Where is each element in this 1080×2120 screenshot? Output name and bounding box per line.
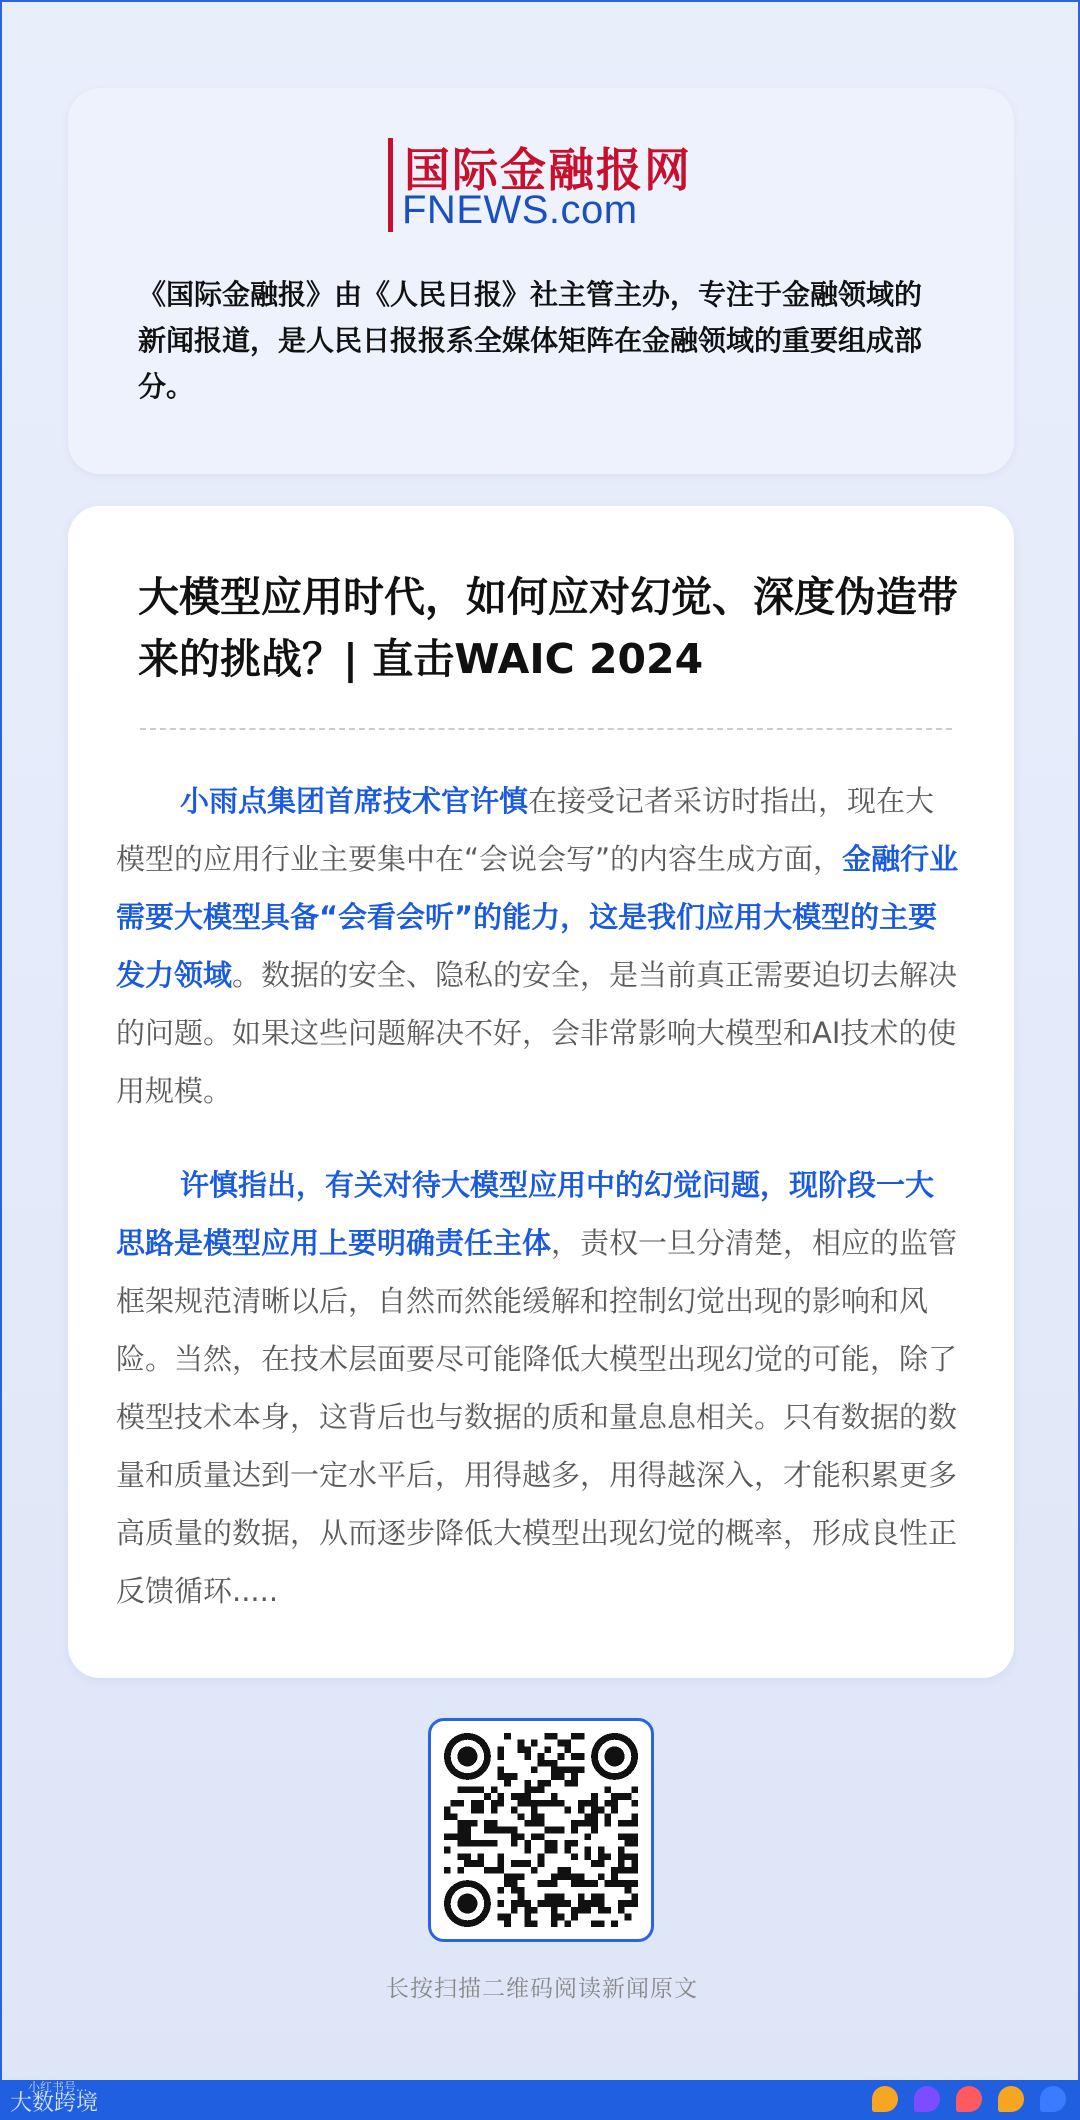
article-paragraph-1 [116,772,962,1120]
paragraph-text: 。数据的安全、隐私的安全，是当前真正需要迫切去解决的问题。如果这些问题解决不好，会非常影响大模型和AI技术的使用规模。 [116,958,958,1108]
fnews-logo [388,134,708,234]
article-title: 大模型应用时代，如何应对幻觉、深度伪造带来的挑战？| 直击WAIC 2024 [138,573,958,683]
publisher-description: 《国际金融报》由《人民日报》社主管主办，专注于金融领域的新闻报道，是人民日报报系全媒体矩阵在金融领域的重要组成部分。 [138,278,923,403]
logo-bar [388,138,393,232]
article-paragraph-2 [116,1156,962,1620]
footer-bar [0,2080,1080,2120]
decor-purple-icon [914,2086,940,2112]
qr-caption: 长按扫描二维码阅读新闻原文 [386,1976,698,2002]
highlight-key-point: 金融行业需要大模型具备“会看会听”的能力，这是我们应用大模型的主要发力领域 [116,842,959,992]
logo-chinese-name: 国际金融报网 [404,143,692,197]
decor-orange-icon-2 [998,2086,1024,2112]
dashed-divider [140,728,952,730]
article-card [68,506,1014,1678]
publisher-intro-card [68,88,1014,474]
footer-watermark: 小红书号... [28,2080,88,2094]
highlight-key-point: 许慎指出，有关对待大模型应用中的幻觉问题，现阶段一大思路是模型应用上要明确责任主体 [116,1168,935,1260]
qr-code-frame[interactable] [428,1718,654,1942]
highlight-speaker: 小雨点集团首席技术官许慎 [180,784,529,818]
logo-domain: FNEWS.com [402,188,638,232]
qr-code-icon[interactable] [443,1733,639,1927]
decor-blue-icon [1040,2086,1066,2112]
footer-brand: 大数跨境 [10,2091,99,2116]
decor-red-icon [956,2086,982,2112]
footer-decor [872,2086,1066,2114]
paragraph-text: 在接受记者采访时指出，现在大模型的应用行业主要集中在“会说会写”的内容生成方面， [116,784,935,876]
decor-orange-icon [872,2086,898,2112]
paragraph-text: ，责权一旦分清楚，相应的监管框架规范清晰以后，自然而然能缓解和控制幻觉出现的影响和风险。当然，在技术层面要尽可能降低大模型出现幻觉的可能，除了模型技术本身，这背后也与数据的质和量息息相关。只有数据的数量和质量达到一定水平后，用得越多，用得越深入，才能积累更多高质量的数据，从而逐步降低大模型出现幻觉的概率，形成良性正反馈循环..... [116,1226,958,1608]
